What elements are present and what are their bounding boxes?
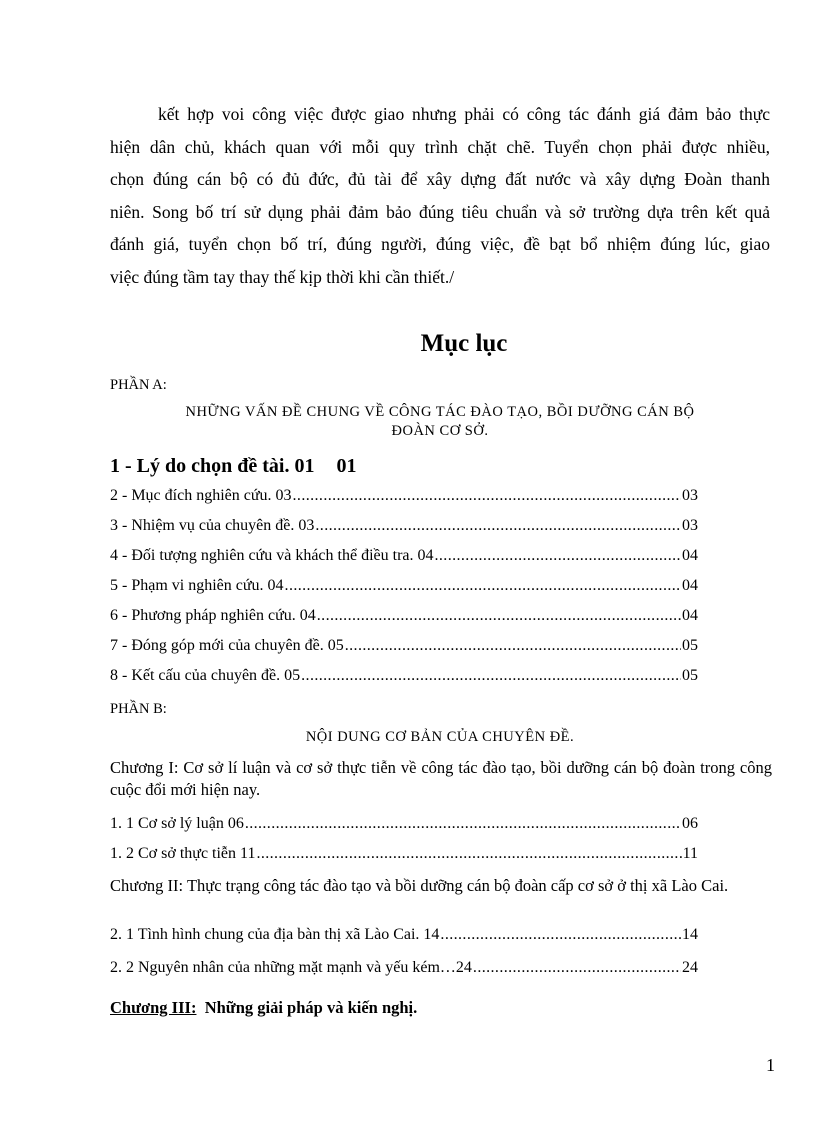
part-b-heading: NỘI DUNG CƠ BẢN CỦA CHUYÊN ĐỀ. <box>305 729 575 745</box>
toc-entry[interactable] <box>110 607 698 625</box>
toc-entry[interactable] <box>110 959 698 977</box>
dot-leader <box>285 577 681 595</box>
dot-leader <box>301 667 681 685</box>
toc-entry[interactable] <box>110 547 698 565</box>
toc-entry-page: 14 <box>682 926 698 943</box>
intro-line: kết hợp voi công việc được giao nhưng phải có công tác đánh giá đảm bảo thực <box>158 104 770 124</box>
toc-entry[interactable] <box>110 815 698 833</box>
toc-entry-text: 2. 1 Tình hình chung của địa bàn thị xã Lào Cai. 14 <box>110 926 440 943</box>
toc-entry[interactable] <box>110 667 698 685</box>
intro-paragraph <box>110 98 770 294</box>
toc-entry-page: 03 <box>682 517 698 534</box>
toc-entry[interactable] <box>110 926 698 944</box>
toc-entry-text: 2. 2 Nguyên nhân của những mặt mạnh và yếu kém…24 <box>110 959 472 976</box>
dot-leader <box>345 637 681 655</box>
toc-title: Mục lục <box>420 330 508 357</box>
chapter-1-title[interactable]: Chương I: Cơ sở lí luận và cơ sở thực tiễn về công tác đào tạo, bồi dưỡng cán bộ đoàn trong công cuộc đổi mới hiện nay. <box>110 758 772 799</box>
dot-leader <box>440 926 681 944</box>
toc-entry-page: 11 <box>682 845 698 862</box>
toc-entry[interactable] <box>110 487 698 505</box>
intro-line: hiện dân chủ, khách quan với mỗi quy trình chặt chẽ. Tuyển chọn phải được nhiều, <box>110 136 770 157</box>
intro-line: việc đúng tầm tay thay thế kịp thời khi cần thiết./ <box>110 266 455 287</box>
toc-entry-text: 1 - Lý do chọn đề tài. 01 <box>110 455 315 477</box>
part-a-heading <box>110 403 770 441</box>
toc-entry-text: 1. 2 Cơ sở thực tiễn 11 <box>110 845 256 862</box>
toc-entry-text: 2 - Mục đích nghiên cứu. 03 <box>110 487 292 504</box>
toc-entry-page: 04 <box>682 547 698 564</box>
dot-leader <box>473 959 681 977</box>
dot-leader <box>317 607 681 625</box>
dot-leader <box>256 845 681 863</box>
toc-entry-page: 05 <box>682 667 698 684</box>
toc-entry-main[interactable] <box>110 455 356 478</box>
toc-entry-text: 8 - Kết cấu của chuyên đề. 05 <box>110 667 301 684</box>
intro-line: niên. Song bố trí sử dụng phải đảm bảo đúng tiêu chuẩn và sở trường dựa trên kết quả <box>110 201 770 222</box>
chapter-3-text: Những giải pháp và kiến nghị. <box>204 998 418 1017</box>
toc-entry-text: 3 - Nhiệm vụ của chuyên đề. 03 <box>110 517 315 534</box>
toc-entry[interactable] <box>110 517 698 535</box>
page-number: 1 <box>766 1055 775 1075</box>
toc-entry-page: 04 <box>682 607 698 624</box>
part-a-heading-line1: NHỮNG VẤN ĐỀ CHUNG VỀ CÔNG TÁC ĐÀO TẠO, BỒI DƯỠNG CÁN BỘ <box>185 404 695 420</box>
toc-entry[interactable] <box>110 637 698 655</box>
dot-leader <box>315 517 681 535</box>
part-b-label: PHẦN B: <box>110 701 167 717</box>
toc-entry[interactable] <box>110 577 698 595</box>
intro-line: đánh giá, tuyển chọn bố trí, đúng người, đúng việc, đề bạt bổ nhiệm đúng lúc, giao <box>110 234 770 255</box>
toc-entry-page: 01 <box>336 455 357 477</box>
toc-entry-text: 7 - Đóng góp mới của chuyên đề. 05 <box>110 637 344 654</box>
chapter-3-label: Chương III: <box>110 998 197 1017</box>
toc-entry-text: 4 - Đối tượng nghiên cứu và khách thể điều tra. 04 <box>110 547 434 564</box>
toc-entry-text: 1. 1 Cơ sở lý luận 06 <box>110 815 244 832</box>
toc-entry[interactable] <box>110 845 698 863</box>
dot-leader <box>245 815 681 833</box>
intro-line: chọn đúng cán bộ có đủ đức, đủ tài để xây dựng đất nước và xây dựng Đoàn thanh <box>110 169 770 190</box>
toc-entry-page: 03 <box>682 487 698 504</box>
dot-leader <box>293 487 681 505</box>
part-a-heading-line2: ĐOÀN CƠ SỞ. <box>391 423 489 439</box>
toc-entry-page: 06 <box>682 815 698 832</box>
toc-entry-text: 5 - Phạm vi nghiên cứu. 04 <box>110 577 284 594</box>
dot-leader <box>435 547 682 565</box>
chapter-2-title[interactable]: Chương II: Thực trạng công tác đào tạo và bồi dưỡng cán bộ đoàn cấp cơ sở ở thị xã Lào Cai. <box>110 876 729 895</box>
chapter-3-title[interactable] <box>110 998 417 1018</box>
toc-entry-page: 24 <box>682 959 698 976</box>
toc-entry-page: 04 <box>682 577 698 594</box>
toc-entry-page: 05 <box>682 637 698 654</box>
toc-entry-text: 6 - Phương pháp nghiên cứu. 04 <box>110 607 316 624</box>
part-a-label: PHẦN A: <box>110 377 167 393</box>
